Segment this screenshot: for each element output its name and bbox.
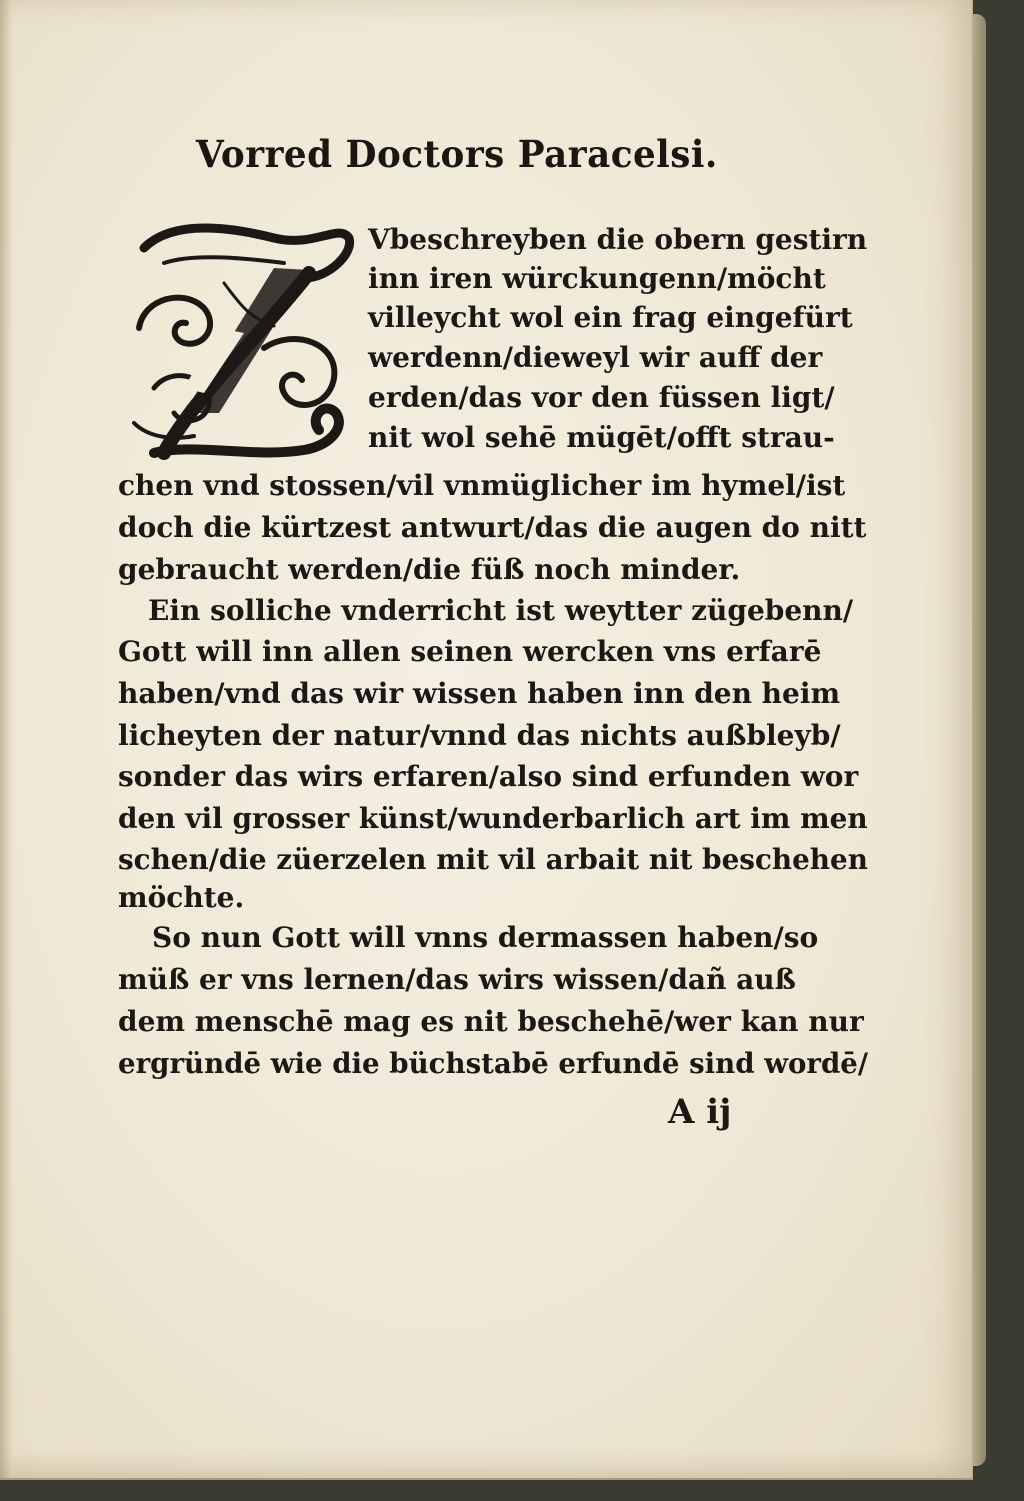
text-line: chen vnd stossen/vil vnmüglicher im hymel/ist [118, 469, 846, 502]
text-line: doch die kürtzest antwurt/das die augen do nitt [118, 511, 867, 544]
paragraph-start-line: So nun Gott will vnns dermassen haben/so [152, 921, 819, 954]
text-line: Vbeschreyben die obern gestirn [368, 223, 868, 256]
text-line: erden/das vor den füssen ligt/ [368, 381, 835, 414]
text-line: inn iren würckungenn/möcht [368, 262, 826, 295]
text-line: Gott will inn allen seinen wercken vns erfarē [118, 635, 822, 668]
text-line: werdenn/dieweyl wir auff der [368, 341, 823, 374]
text-line: gebraucht werden/die füß noch minder. [118, 553, 741, 586]
text-line: nit wol sehē mügēt/offt strau- [368, 421, 835, 454]
text-line: ergründē wie die büchstabē erfundē sind wordē/ [118, 1047, 868, 1080]
paragraph-start-line: Ein solliche vnderricht ist weytter zügebenn/ [148, 594, 854, 627]
signature-mark: A ij [668, 1092, 732, 1132]
text-line: villeycht wol ein frag eingefürt [368, 301, 853, 334]
gutter-shadow [0, 0, 12, 1478]
text-line: licheyten der natur/vnnd das nichts außbleyb/ [118, 719, 841, 752]
text-line: möchte. [118, 881, 245, 914]
text-line: haben/vnd das wir wissen haben inn den heim [118, 677, 841, 710]
text-line: schen/die züerzelen mit vil arbait nit beschehen [118, 843, 868, 876]
text-line: dem menschē mag es nit beschehē/wer kan nur [118, 1005, 864, 1038]
page-title: Vorred Doctors Paracelsi. [196, 132, 718, 176]
decorated-initial [124, 208, 356, 470]
text-line: den vil grosser künst/wunderbarlich art im men [118, 802, 868, 835]
text-line: sonder das wirs erfaren/also sind erfunden wor [118, 760, 859, 793]
text-line: müß er vns lernen/das wirs wissen/dañ auß [118, 963, 796, 996]
decorated-initial-z-icon [124, 208, 356, 470]
